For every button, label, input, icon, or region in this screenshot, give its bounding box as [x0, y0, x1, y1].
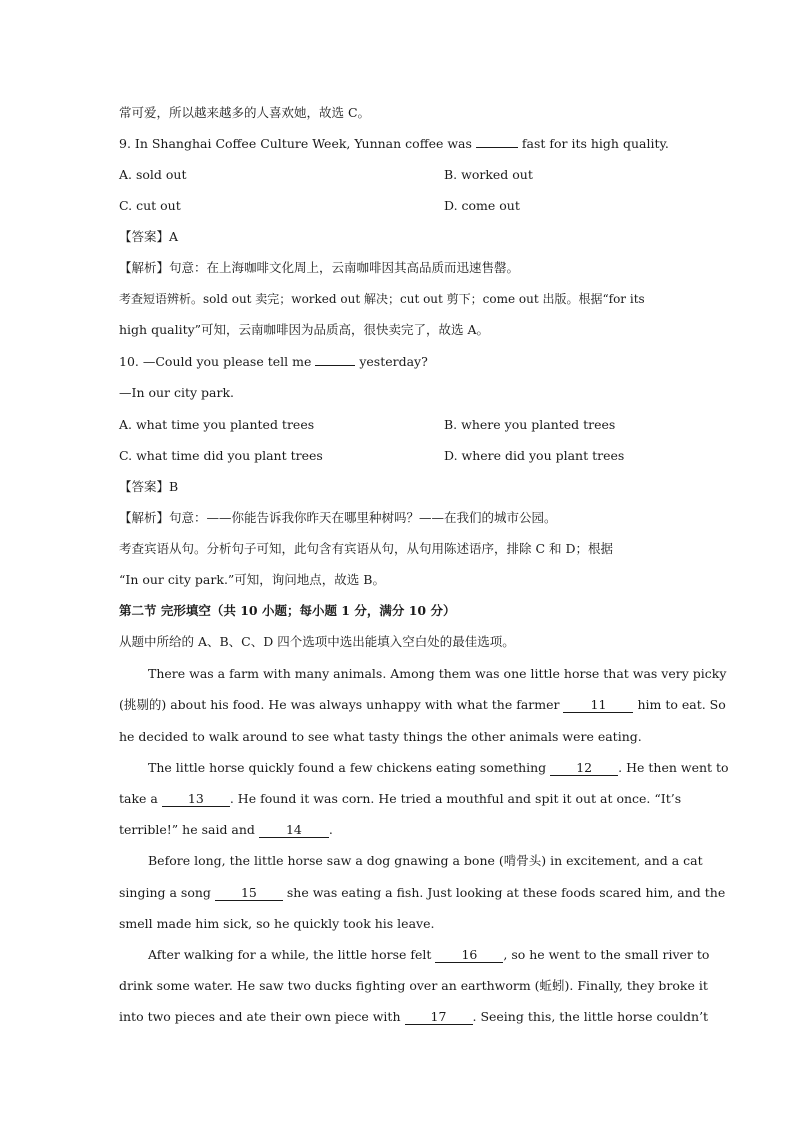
passage-p3-line-2: singing a song 15 she was eating a fish. Just looking at these foods scared him, and the	[119, 885, 726, 900]
q9-blank	[476, 147, 518, 148]
passage-p4-line-2: drink some water. He saw two ducks fighting over an earthworm (蚯蚓). Finally, they broke it	[119, 978, 708, 993]
q9-option-d: D. come out	[444, 198, 520, 213]
q10-stem: 10. —Could you please tell me yesterday?	[119, 354, 428, 369]
q10-option-b: B. where you planted trees	[444, 417, 616, 432]
q10-analysis-line-3: “In our city park.”可知，询问地点，故选 B。	[119, 572, 385, 587]
q10-analysis-line-2: 考查宾语从句。分析句子可知，此句含有宾语从句，从句用陈述语序，排除 C 和 D；根据	[119, 541, 614, 556]
q8-analysis-tail: 常可爱，所以越来越多的人喜欢她，故选 C。	[119, 105, 371, 120]
blank-12: 12	[550, 761, 618, 776]
q10-option-c: C. what time did you plant trees	[119, 448, 323, 463]
blank-17: 17	[405, 1010, 473, 1025]
q9-option-c: C. cut out	[119, 198, 181, 213]
passage-p4-line-1: After walking for a while, the little horse felt 16 , so he went to the small river to	[148, 947, 710, 962]
blank-13: 13	[162, 792, 230, 807]
section-instruction: 从题中所给的 A、B、C、D 四个选项中选出能填入空白处的最佳选项。	[119, 634, 515, 649]
q9-analysis-line-3: high quality”可知，云南咖啡因为品质高，很快卖完了，故选 A。	[119, 322, 490, 337]
passage-p1-line-3: he decided to walk around to see what tasty things the other animals were eating.	[119, 729, 642, 744]
passage-p2-line-3: terrible!” he said and 14 .	[119, 822, 333, 837]
blank-16: 16	[435, 948, 503, 963]
q9-option-a: A. sold out	[119, 167, 187, 182]
q9-analysis-line-1: 【解析】句意：在上海咖啡文化周上，云南咖啡因其高品质而迅速售罄。	[119, 260, 520, 275]
section-heading: 第二节 完形填空（共 10 小题；每小题 1 分，满分 10 分）	[119, 603, 456, 618]
q10-option-a: A. what time you planted trees	[119, 417, 315, 432]
blank-15: 15	[215, 886, 283, 901]
q10-analysis-line-1: 【解析】句意：——你能告诉我你昨天在哪里种树吗？——在我们的城市公园。	[119, 510, 557, 525]
passage-p1-line-1: There was a farm with many animals. Among them was one little horse that was very picky	[148, 666, 727, 681]
blank-11: 11	[563, 698, 633, 713]
q10-option-d: D. where did you plant trees	[444, 448, 625, 463]
q9-answer: 【答案】A	[119, 229, 179, 244]
passage-p3-line-1: Before long, the little horse saw a dog gnawing a bone (啃骨头) in excitement, and a cat	[148, 853, 703, 868]
passage-p3-line-3: smell made him sick, so he quickly took his leave.	[119, 916, 435, 931]
blank-14: 14	[259, 823, 329, 838]
q9-analysis-line-2: 考查短语辨析。sold out 卖完；worked out 解决；cut out 剪下；come out 出版。根据“for its	[119, 292, 645, 306]
q9-stem: 9. In Shanghai Coffee Culture Week, Yunnan coffee was fast for its high quality.	[119, 136, 669, 151]
passage-p2-line-1: The little horse quickly found a few chickens eating something 12 . He then went to	[148, 760, 729, 775]
passage-p1-line-2: (挑剔的) about his food. He was always unhappy with what the farmer 11 him to eat. So	[119, 697, 726, 712]
passage-p2-line-2: take a 13 . He found it was corn. He tried a mouthful and spit it out at once. “It’s	[119, 791, 682, 806]
q10-answer: 【答案】B	[119, 479, 179, 494]
q10-reply: —In our city park.	[119, 385, 235, 400]
passage-p4-line-3: into two pieces and ate their own piece with 17 . Seeing this, the little horse couldn’t	[119, 1009, 709, 1024]
q10-blank	[315, 365, 355, 366]
q9-option-b: B. worked out	[444, 167, 533, 182]
